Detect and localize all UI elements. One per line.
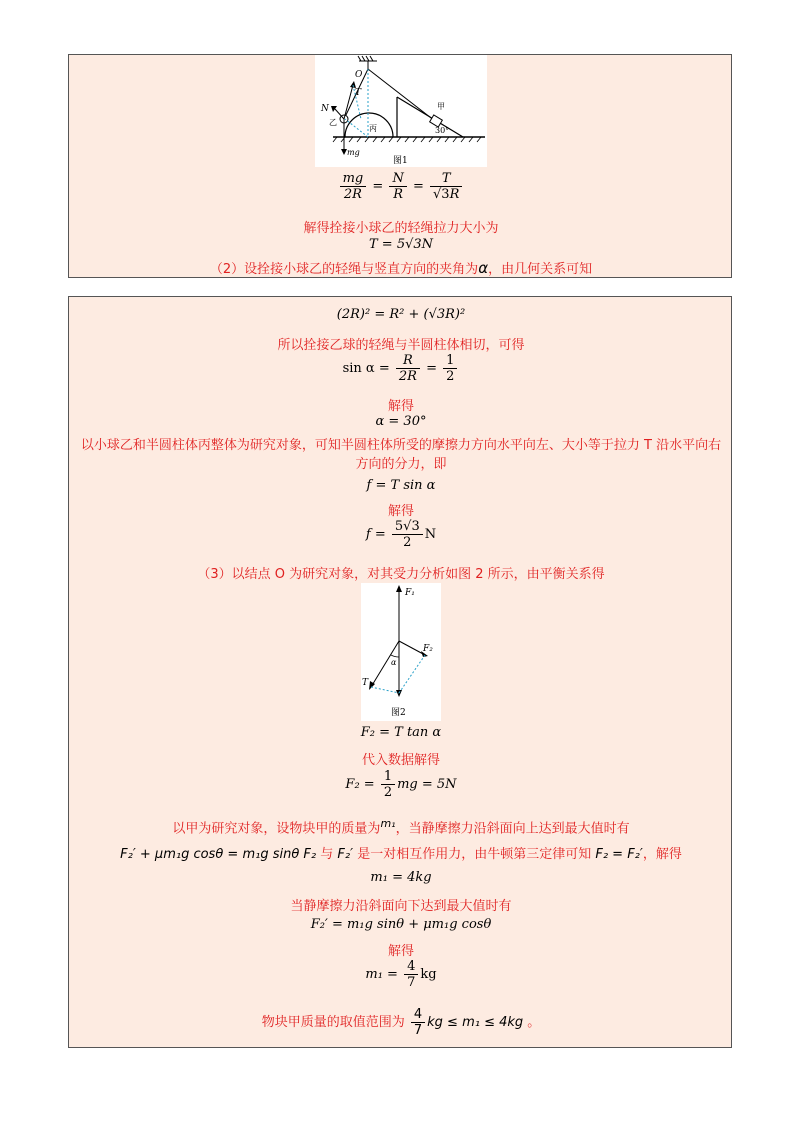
text-whole-system: 以小球乙和半圆柱体丙整体为研究对象，可知半圆柱体所受的摩擦力方向水平向左、大小等于拉力 T 沿水平向右方向的分力，即 <box>80 438 722 472</box>
frac-R-2R: $\frac{R}{2R}$ <box>396 353 420 384</box>
fig2-label-F1: F₁ <box>405 588 415 598</box>
text-mass-range: 物块甲质量的取值范围为 $\frac{4}{7}$ kg ≤ m₁ ≤ 4kg 。 <box>261 1007 541 1038</box>
text-solve-3: 解得 <box>387 944 414 959</box>
equation-m1-min: m₁ = $\frac{4}{7}$ kg <box>365 959 437 990</box>
text-equation-up: F₂′ + μm₁g cosθ = m₁g sinθ F₂ 与 F₂′ 是一对相互作用力，由牛顿第三定律可知 F₂ = F₂′，解得 <box>120 847 682 862</box>
text-block-jia: 以甲为研究对象，设物块甲的质量为$^{m_1}$，当静摩擦力沿斜面向上达到最大值时有 <box>172 817 630 837</box>
text-substitute: 代入数据解得 <box>361 753 440 768</box>
equation-m1-max: m₁ = 4kg <box>370 870 432 885</box>
fig1-caption: 图1 <box>393 156 408 166</box>
text-part2-intro: （2）设拴接小球乙的轻绳与竖直方向的夹角为α，由几何关系可知 <box>209 259 593 277</box>
figure-1 <box>315 55 487 167</box>
figure-1-diagram <box>315 55 487 167</box>
fig2-label-T: T <box>362 678 369 688</box>
fig1-label-T: T <box>355 88 362 98</box>
text-solve-2: 解得 <box>387 504 414 519</box>
equation-tension-value: T = 5√3N <box>368 237 434 252</box>
equation-geometry: (2R)² = R² + (√3R)² <box>336 307 466 322</box>
frac-1-2-mg: $\frac{1}{2}$ <box>381 769 395 800</box>
fig1-label-N: N <box>321 104 329 114</box>
fig1-label-angle: 30° <box>435 126 450 135</box>
text-solve-tension: 解得拴接小球乙的轻绳拉力大小为 <box>303 221 499 236</box>
fig1-label-bing: 丙 <box>369 124 377 133</box>
figure-2 <box>361 583 441 721</box>
fig2-caption: 图2 <box>391 708 406 718</box>
text-part3-intro: （3）以结点 O 为研究对象，对其受力分析如图 2 所示，由平衡关系得 <box>197 567 605 582</box>
fig1-label-jia: 甲 <box>437 102 445 111</box>
fig2-label-alpha: α <box>391 658 397 667</box>
fig1-label-yi: 乙 <box>329 118 337 127</box>
frac-4-7-range: $\frac{4}{7}$ <box>411 1007 425 1038</box>
equation-friction: f = T sin α <box>366 478 436 493</box>
equation-friction-value: f = $\frac{5√3}{2}$ N <box>365 519 437 550</box>
frac-mg-2R: $\frac{mg}{2R}$ <box>340 171 367 202</box>
equation-down: F₂′ = m₁g sinθ + μm₁g cosθ <box>310 917 492 932</box>
equation-F2-value: F₂ = $\frac{1}{2}$ mg = 5N <box>345 769 457 800</box>
equation-F2-tan: F₂ = T tan α <box>360 725 442 740</box>
solution-panel-bottom <box>68 296 732 1048</box>
equation-alpha-value: α = 30° <box>375 414 427 429</box>
fig1-label-mg: mg <box>347 148 360 157</box>
frac-4-7: $\frac{4}{7}$ <box>404 959 418 990</box>
equation-mass-range: $\frac{4}{7}$ kg ≤ m₁ ≤ 4kg <box>409 1015 527 1030</box>
equation-sin-alpha: sin α = $\frac{R}{2R}$ = $\frac{1}{2}$ <box>69 353 733 384</box>
text-solve-1: 解得 <box>387 399 414 414</box>
fig1-label-O: O <box>355 70 363 80</box>
fig2-label-F2: F₂ <box>423 644 433 654</box>
frac-1-2: $\frac{1}{2}$ <box>443 353 457 384</box>
figure-2-diagram <box>361 583 441 721</box>
text-tangent: 所以拴接乙球的轻绳与半圆柱体相切，可得 <box>277 338 525 353</box>
equation-ratio: $\frac{mg}{2R}$ = $\frac{N}{R}$ = $\frac{T}{√3R}$ <box>69 171 733 202</box>
frac-5sqrt3-2: $\frac{5√3}{2}$ <box>392 519 423 550</box>
text-friction-down: 当静摩擦力沿斜面向下达到最大值时有 <box>290 899 512 914</box>
frac-N-R: $\frac{N}{R}$ <box>389 171 406 202</box>
frac-T-sqrt3R: $\frac{T}{√3R}$ <box>430 171 462 202</box>
solution-panel-top <box>68 54 732 278</box>
